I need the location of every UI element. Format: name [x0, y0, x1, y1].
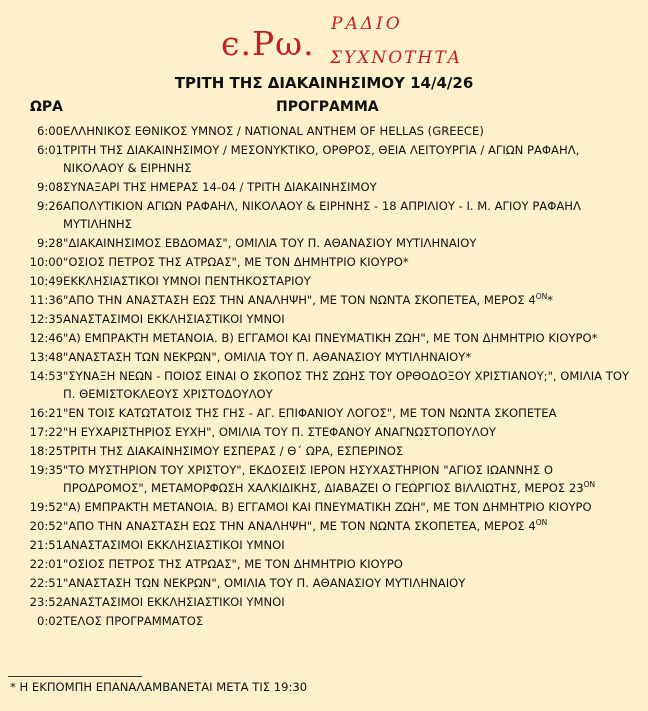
schedule-program — [63, 461, 638, 498]
schedule-time: 14:53 — [29, 369, 63, 383]
ordinal-suffix: ΟΝ — [535, 518, 548, 528]
schedule-program — [63, 234, 638, 253]
schedule-row — [10, 122, 638, 141]
program-title: "ΟΣΙΟΣ ΠΕΤΡΟΣ ΤΗΣ ΑΤΡΩΑΣ", ΜΕ ΤΟΝ ΔΗΜΗΤΡΙΟ ΚΙΟΥΡΟ* — [63, 255, 409, 269]
schedule-program — [63, 253, 638, 272]
schedule-program — [63, 178, 638, 197]
schedule-row — [10, 536, 638, 555]
schedule-time: 22:01 — [29, 557, 63, 571]
schedule-time: 11:36 — [29, 293, 63, 307]
schedule-time: 16:21 — [29, 406, 63, 420]
program-title: ΣΥΝΑΞΑΡΙ ΤΗΣ ΗΜΕΡΑΣ 14-04 / ΤΡΙΤΗ ΔΙΑΚΑΙΝΗΣΙΜΟΥ — [63, 180, 377, 194]
program-title: ΕΛΛΗΝΙΚΟΣ ΕΘΝΙΚΟΣ ΥΜΝΟΣ / NATIONAL ANTHEM OF HELLAS (GREECE) — [63, 124, 484, 138]
schedule-program — [63, 423, 638, 442]
program-title: ΑΝΑΣΤΑΣΙΜΟΙ ΕΚΚΛΗΣΙΑΣΤΙΚΟΙ ΥΜΝΟΙ — [63, 595, 285, 609]
program-title: "ΑΠΟ ΤΗΝ ΑΝΑΣΤΑΣΗ ΕΩΣ ΤΗΝ ΑΝΑΛΗΨΗ", ΜΕ ΤΟΝ ΝΩΝΤΑ ΣΚΟΠΕΤΕΑ, ΜΕΡΟΣ 4 — [63, 293, 536, 307]
footnote: * Η ΕΚΠΟΜΠΗ ΕΠΑΝΑΛΑΜΒΑΝΕΤΑΙ ΜΕΤΑ ΤΙΣ 19:30 — [10, 680, 308, 694]
schedule-row — [10, 555, 638, 574]
schedule-time: 23:52 — [29, 595, 63, 609]
program-title: ΕΚΚΛΗΣΙΑΣΤΙΚΟΙ ΥΜΝΟΙ ΠΕΝΤΗΚΟΣΤΑΡΙΟΥ — [63, 274, 311, 288]
schedule-table — [10, 122, 638, 631]
schedule-row — [10, 423, 638, 442]
schedule-row — [10, 517, 638, 536]
program-title: ΤΡΙΤΗ ΤΗΣ ΔΙΑΚΑΙΝΗΣΙΜΟΥ ΕΣΠΕΡΑΣ / Θ΄ ΩΡΑ, ΕΣΠΕΡΙΝΟΣ — [63, 444, 404, 458]
schedule-row — [10, 197, 638, 234]
schedule-row — [10, 310, 638, 329]
program-title: "Η ΕΥΧΑΡΙΣΤΗΡΙΟΣ ΕΥΧΗ", ΟΜΙΛΙΑ ΤΟΥ Π. ΣΤΕΦΑΝΟΥ ΑΝΑΓΝΩΣΤΟΠΟΥΛΟΥ — [63, 425, 496, 439]
logo-radio-text: ΡΑΔΙΟ — [331, 14, 403, 34]
schedule-row — [10, 329, 638, 348]
schedule-time: 0:02 — [36, 614, 63, 628]
schedule-time: 22:51 — [29, 576, 63, 590]
schedule-row — [10, 178, 638, 197]
schedule-time: 10:00 — [29, 255, 63, 269]
schedule-program — [63, 329, 638, 348]
logo-frequency-text: ΣΥΧΝΟΤΗΤΑ — [330, 48, 462, 68]
schedule-program — [63, 442, 638, 461]
schedule-row — [10, 141, 638, 178]
schedule-time: 9:28 — [36, 236, 63, 250]
schedule-row — [10, 272, 638, 291]
schedule-program — [63, 498, 638, 517]
schedule-time: 9:26 — [36, 199, 63, 213]
schedule-time: 12:35 — [29, 312, 63, 326]
schedule-program — [63, 593, 638, 612]
program-title: "ΤΟ ΜΥΣΤΗΡΙΟΝ ΤΟΥ ΧΡΙΣΤΟΥ", ΕΚΔΟΣΕΙΣ ΙΕΡΟΝ ΗΣΥΧΑΣΤΗΡΙΟΝ "ΑΓΙΟΣ ΙΩΑΝΝΗΣ Ο ΠΡΟΔΡΟΜΟΣ", ΜΕΤΑΜΟΡΦΩΣΗ ΧΑΛΚΙΔΙΚΗΣ, ΔΙΑΒΑΖΕΙ Ο ΓΕΩΡΓΙΟΣ ΒΙΛΛΙΩΤΗΣ, ΜΕΡΟΣ 23 — [63, 463, 584, 495]
schedule-row — [10, 461, 638, 498]
program-title: ΤΡΙΤΗ ΤΗΣ ΔΙΑΚΑΙΝΗΣΙΜΟΥ / ΜΕΣΟΝΥΚΤΙΚΟ, ΟΡΘΡΟΣ, ΘΕΙΑ ΛΕΙΤΟΥΡΓΙΑ / ΑΓΙΩΝ ΡΑΦΑΗΛ, ΝΙΚΟΛΑΟΥ & ΕΙΡΗΝΗΣ — [63, 143, 580, 175]
ordinal-suffix: ΟΝ — [583, 480, 596, 490]
footnote-divider — [8, 676, 142, 677]
schedule-row — [10, 348, 638, 367]
program-title: "ΑΝΑΣΤΑΣΗ ΤΩΝ ΝΕΚΡΩΝ", ΟΜΙΛΙΑ ΤΟΥ Π. ΑΘΑΝΑΣΙΟΥ ΜΥΤΙΛΗΝΑΙΟΥ* — [63, 350, 472, 364]
schedule-program — [63, 404, 638, 423]
schedule-program — [63, 536, 638, 555]
schedule-time: 21:51 — [29, 538, 63, 552]
ordinal-suffix: ΟΝ — [535, 292, 548, 302]
schedule-row — [10, 574, 638, 593]
schedule-program — [63, 291, 638, 310]
program-title: "ΣΥΝΑΞΗ ΝΕΩΝ - ΠΟΙΟΣ ΕΙΝΑΙ Ο ΣΚΟΠΟΣ ΤΗΣ ΖΩΗΣ ΤΟΥ ΟΡΘΟΔΟΞΟΥ ΧΡΙΣΤΙΑΝΟΥ;", ΟΜΙΛΙΑ ΤΟΥ Π. ΘΕΜΙΣΤΟΚΛΕΟΥΣ ΧΡΙΣΤΟΔΟΥΛΟΥ — [63, 369, 630, 401]
schedule-row — [10, 367, 638, 404]
repeat-marker: * — [547, 293, 554, 307]
schedule-row — [10, 253, 638, 272]
schedule-time: 20:52 — [29, 519, 63, 533]
schedule-time: 12:46 — [29, 331, 63, 345]
schedule-row — [10, 291, 638, 310]
schedule-program — [63, 612, 638, 631]
schedule-row — [10, 593, 638, 612]
schedule-program — [63, 310, 638, 329]
logo-mark: ϵ.Ρω. — [221, 24, 315, 63]
schedule-time: 19:35 — [29, 463, 63, 477]
schedule-program — [63, 574, 638, 593]
schedule-time: 6:00 — [36, 124, 63, 138]
schedule-time: 10:49 — [29, 274, 63, 288]
schedule-row — [10, 442, 638, 461]
program-title: ΑΝΑΣΤΑΣΙΜΟΙ ΕΚΚΛΗΣΙΑΣΤΙΚΟΙ ΥΜΝΟΙ — [63, 538, 285, 552]
program-title: ΑΠΟΛΥΤΙΚΙΟΝ ΑΓΙΩΝ ΡΑΦΑΗΛ, ΝΙΚΟΛΑΟΥ & ΕΙΡΗΝΗΣ - 18 ΑΠΡΙΛΙΟΥ - Ι. Μ. ΑΓΙΟΥ ΡΑΦΑΗΛ ΜΥΤΙΛΗΝΗΣ — [63, 199, 581, 231]
schedule-program — [63, 272, 638, 291]
schedule-program — [63, 367, 638, 404]
schedule-time: 6:01 — [36, 143, 63, 157]
program-title: ΑΝΑΣΤΑΣΙΜΟΙ ΕΚΚΛΗΣΙΑΣΤΙΚΟΙ ΥΜΝΟΙ — [63, 312, 285, 326]
schedule-program — [63, 348, 638, 367]
schedule-row — [10, 498, 638, 517]
schedule-time: 17:22 — [29, 425, 63, 439]
schedule-program — [63, 517, 638, 536]
schedule-time: 13:48 — [29, 350, 63, 364]
schedule-program — [63, 122, 638, 141]
time-column-header: ΩΡΑ — [30, 99, 63, 115]
program-title: "Α) ΕΜΠΡΑΚΤΗ ΜΕΤΑΝΟΙΑ. Β) ΕΓΓΑΜΟΙ ΚΑΙ ΠΝΕΥΜΑΤΙΚΗ ΖΩΗ", ΜΕ ΤΟΝ ΔΗΜΗΤΡΙΟ ΚΙΟΥΡΟ* — [63, 331, 598, 345]
schedule-time: 18:25 — [29, 444, 63, 458]
page-title: ΤΡΙΤΗ ΤΗΣ ΔΙΑΚΑΙΝΗΣΙΜΟΥ 14/4/26 — [174, 74, 474, 92]
program-column-header: ΠΡΟΓΡΑΜΜΑ — [276, 99, 379, 115]
program-title: "ΟΣΙΟΣ ΠΕΤΡΟΣ ΤΗΣ ΑΤΡΩΑΣ", ΜΕ ΤΟΝ ΔΗΜΗΤΡΙΟ ΚΙΟΥΡΟ — [63, 557, 403, 571]
program-title: "Α) ΕΜΠΡΑΚΤΗ ΜΕΤΑΝΟΙΑ. Β) ΕΓΓΑΜΟΙ ΚΑΙ ΠΝΕΥΜΑΤΙΚΗ ΖΩΗ", ΜΕ ΤΟΝ ΔΗΜΗΤΡΙΟ ΚΙΟΥΡΟ — [63, 500, 592, 514]
schedule-row — [10, 404, 638, 423]
station-logo — [0, 0, 648, 70]
schedule-time: 9:08 — [36, 180, 63, 194]
program-title: "ΑΠΟ ΤΗΝ ΑΝΑΣΤΑΣΗ ΕΩΣ ΤΗΝ ΑΝΑΛΗΨΗ", ΜΕ ΤΟΝ ΝΩΝΤΑ ΣΚΟΠΕΤΕΑ, ΜΕΡΟΣ 4 — [63, 519, 536, 533]
program-title: "ΕΝ ΤΟΙΣ ΚΑΤΩΤΑΤΟΙΣ ΤΗΣ ΓΗΣ - ΑΓ. ΕΠΙΦΑΝΙΟΥ ΛΟΓΟΣ", ΜΕ ΤΟΝ ΝΩΝΤΑ ΣΚΟΠΕΤΕΑ — [63, 406, 557, 420]
program-title: "ΔΙΑΚΑΙΝΗΣΙΜΟΣ ΕΒΔΟΜΑΣ", ΟΜΙΛΙΑ ΤΟΥ Π. ΑΘΑΝΑΣΙΟΥ ΜΥΤΙΛΗΝΑΙΟΥ — [63, 236, 477, 250]
schedule-program — [63, 555, 638, 574]
schedule-program — [63, 197, 638, 234]
schedule-row — [10, 234, 638, 253]
program-title: ΤΕΛΟΣ ΠΡΟΓΡΑΜΜΑΤΟΣ — [63, 614, 204, 628]
schedule-time: 19:52 — [29, 500, 63, 514]
schedule-row — [10, 612, 638, 631]
schedule-program — [63, 141, 638, 178]
program-title: "ΑΝΑΣΤΑΣΗ ΤΩΝ ΝΕΚΡΩΝ", ΟΜΙΛΙΑ ΤΟΥ Π. ΑΘΑΝΑΣΙΟΥ ΜΥΤΙΛΗΝΑΙΟΥ — [63, 576, 466, 590]
